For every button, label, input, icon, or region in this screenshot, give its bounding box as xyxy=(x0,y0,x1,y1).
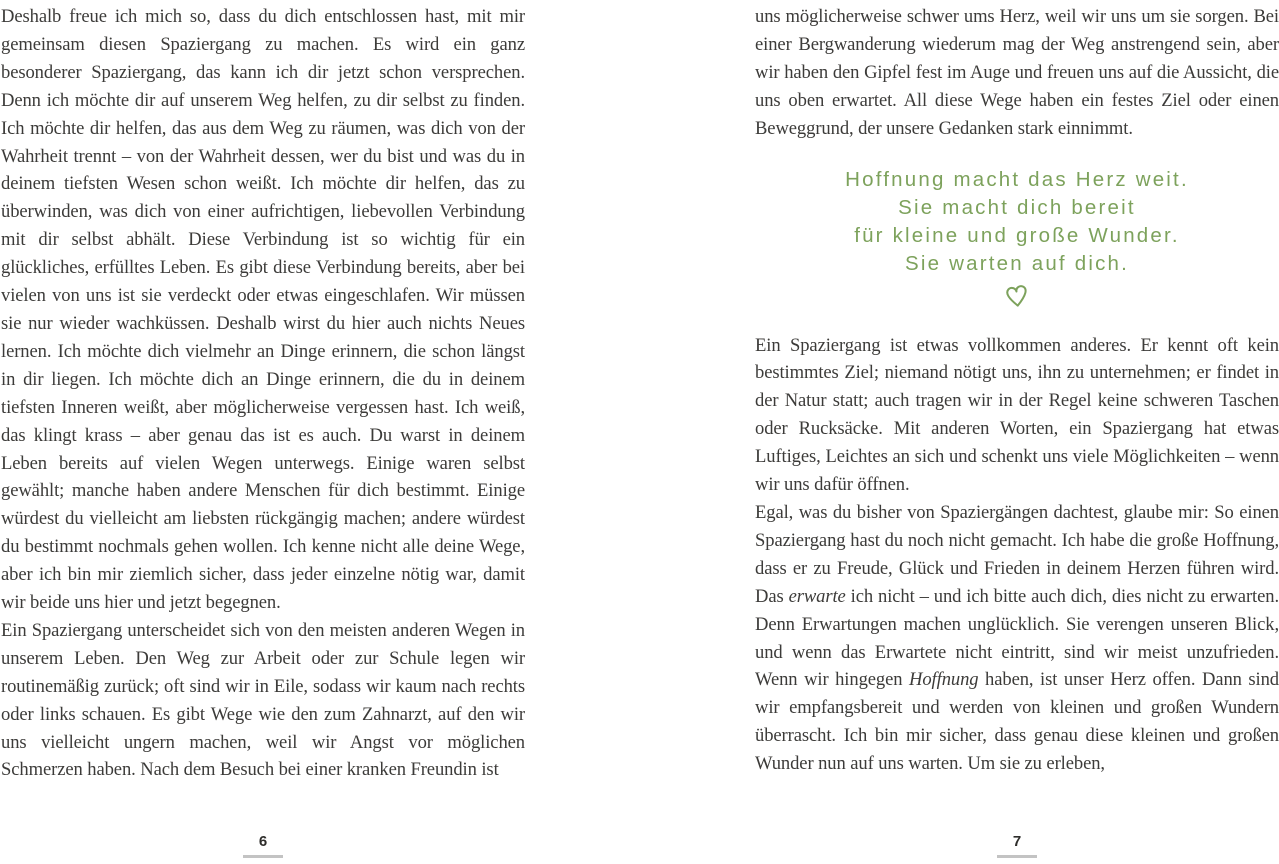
page-left-text-column xyxy=(1,3,525,784)
quote-line: Hoffnung macht das Herz weit. xyxy=(845,167,1189,191)
paragraph: Egal, was du bisher von Spaziergängen dachtest, glaube mir: So einen Spaziergang hast du noch nicht gemacht. Ich habe die große Hoffnung, dass er zu Freude, Glück und Frieden in deinem Herzen führen wird. Das erwarte ich nicht – und ich bitte auch dich, dies nicht zu erwarten. Denn Erwartungen machen unglücklich. Sie verengen unseren Blick, und wenn das Erwartete nicht eintritt, sind wir meist unzufrieden. Wenn wir hingegen Hoffnung haben, ist unser Herz offen. Dann sind wir empfangsbereit und werden von kleinen und großen Wundern überrascht. Ich bin mir sicher, dass genau diese kleinen und großen Wunder nun auf uns warten. Um sie zu erleben, xyxy=(755,501,1279,775)
quote-line: für kleine und große Wunder. xyxy=(854,223,1180,247)
quote-block xyxy=(755,166,1279,313)
page-number: 7 xyxy=(1012,833,1022,850)
paragraph: uns möglicherweise schwer ums Herz, weil wir uns um sie sorgen. Bei einer Bergwanderung wiederum mag der Weg anstrengend sein, aber wir haben den Gipfel fest im Auge und freuen uns auf die Aussicht, die uns oben erwartet. All diese Wege haben ein festes Ziel oder einen Beweggrund, der unsere Gedanken stark einnimmt. xyxy=(755,6,1279,139)
page-footer-right xyxy=(755,833,1279,858)
page-number: 6 xyxy=(258,833,268,850)
paragraph: Deshalb freue ich mich so, dass du dich entschlossen hast, mit mir gemeinsam diesen Spaziergang zu machen. Es wird ein ganz besonderer Spaziergang, das kann ich dir jetzt schon versprechen. Denn ich möchte dir auf unserem Weg helfen, zu dir selbst zu finden. Ich möchte dir helfen, das aus dem Weg zu räumen, was dich von der Wahrheit trennt – von der Wahrheit dessen, wer du bist und was du in deinem tiefsten Wesen schon weißt. Ich möchte dir helfen, das zu überwinden, was dich von einer aufrichtigen, liebevollen Verbindung mit dir selbst abhält. Diese Verbindung ist so wichtig für ein glückliches, erfülltes Leben. Es gibt diese Verbindung bereits, aber bei vielen von uns ist sie verdeckt oder etwas eingeschlafen. Wir müssen sie nur wieder wachküssen. Deshalb wirst du hier auch nichts Neues lernen. Ich möchte dich vielmehr an Dinge erinnern, die schon längst in dir liegen. Ich möchte dich an Dinge erinnern, die du in deinem tiefsten Inneren weißt, aber möglicherweise vergessen hast. Ich weiß, das klingt krass – aber genau das ist es auch. Du warst in deinem Leben bereits auf vielen Wegen unterwegs. Einige waren selbst gewählt; manche haben andere Menschen für dich bestimmt. Einige würdest du vielleicht am liebsten rückgängig machen; andere würdest du bestimmt nochmals gehen wollen. Ich kenne nicht alle deine Wege, aber ich bin mir ziemlich sicher, dass jeder einzelne nötig war, damit wir beide uns hier und jetzt begegnen. xyxy=(1,6,525,614)
page-right-text-column xyxy=(755,3,1279,778)
quote-line: Sie macht dich bereit xyxy=(898,195,1136,219)
page-footer-left xyxy=(1,833,525,858)
quote-line: Sie warten auf dich. xyxy=(904,251,1130,275)
page-number-rule xyxy=(243,855,283,858)
heart-outline-icon xyxy=(755,281,1279,313)
paragraph: Ein Spaziergang unterscheidet sich von den meisten anderen Wegen in unserem Leben. Den Weg zur Arbeit oder zur Schule legen wir routinemäßig zurück; oft sind wir in Eile, sodass wir kaum nach rechts oder links schauen. Es gibt Wege wie den zum Zahnarzt, auf den wir uns vielleicht ungern machen, weil wir Angst vor möglichen Schmerzen haben. Nach dem Besuch bei einer kranken Freundin ist xyxy=(1,619,525,781)
paragraph: Ein Spaziergang ist etwas vollkommen anderes. Er kennt oft kein bestimmtes Ziel; niemand nötigt uns, ihn zu unternehmen; er findet in der Natur statt; auch tragen wir in der Regel keine schweren Taschen oder Rucksäcke. Mit anderen Worten, ein Spaziergang hat etwas Luftiges, Leichtes an sich und schenkt uns viele Möglichkeiten – wenn wir uns dafür öffnen. xyxy=(755,334,1279,496)
page-number-rule xyxy=(997,855,1037,858)
